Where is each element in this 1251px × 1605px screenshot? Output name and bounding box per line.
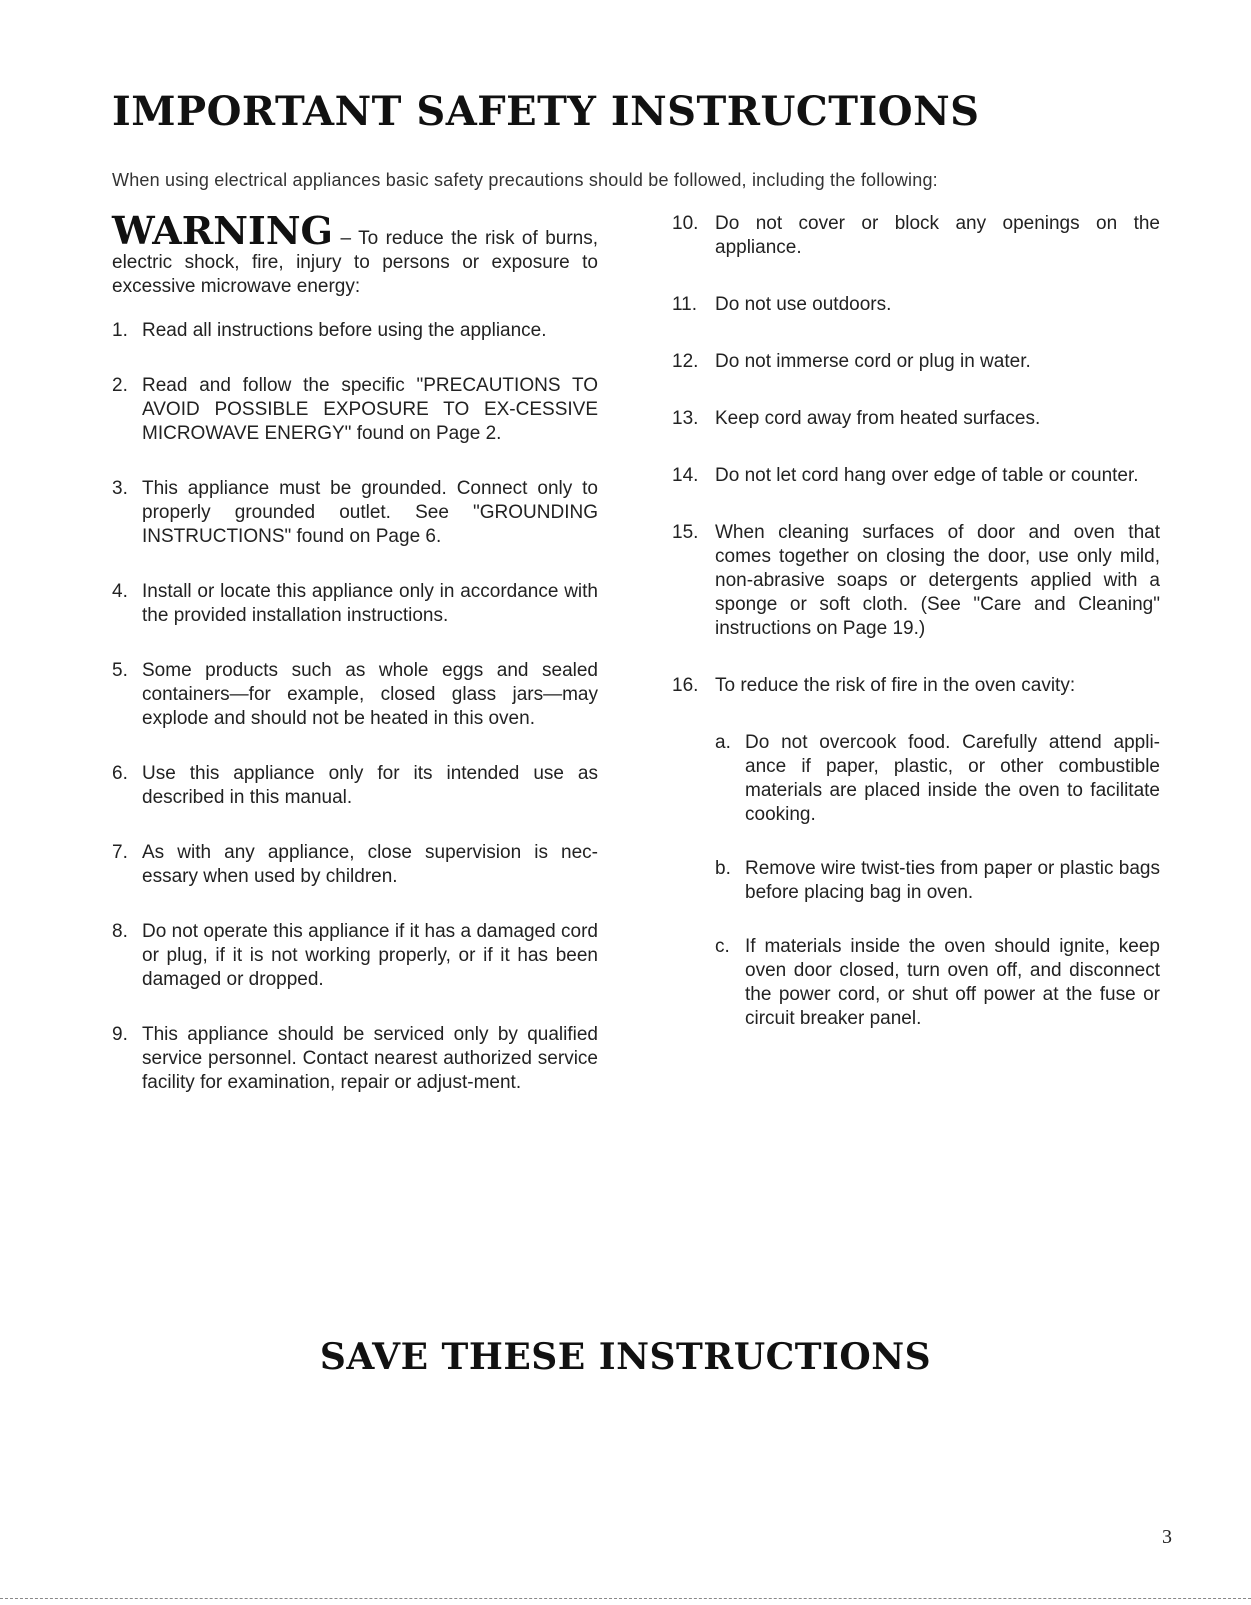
left-column [112,208,598,1095]
instruction-item-8 [112,920,598,992]
item-text: Do not cover or block any openings on the appliance. [715,213,1160,258]
warning-paragraph [112,208,598,299]
sub-item-letter: a. [715,732,731,753]
item-text: Do not operate this appliance if it has a damaged cord or plug, if it is not working properly, or if it has been damaged or dropped. [142,921,598,990]
page-title: IMPORTANT SAFETY INSTRUCTIONS [112,88,980,135]
item-text: Do not use outdoors. [715,294,892,315]
item-number: 15. [672,522,699,543]
item-text: Use this appliance only for its intended use as described in this manual. [142,763,598,808]
item-number: 12. [672,351,699,372]
item-text: This appliance should be serviced only by qualified service personnel. Contact nearest authorized service facility for examination, repair or adjust-ment. [142,1024,598,1093]
instruction-item-14 [672,464,1160,488]
item-number: 6. [112,763,128,784]
item-text: Install or locate this appliance only in accordance with the provided installation instructions. [142,581,598,626]
instruction-item-12 [672,350,1160,374]
item-number: 2. [112,375,128,396]
item-number: 3. [112,478,128,499]
item-text: Do not immerse cord or plug in water. [715,351,1031,372]
right-column [672,212,1160,1031]
sub-item-a [715,731,1160,827]
instruction-item-10 [672,212,1160,260]
instruction-item-4 [112,580,598,628]
warning-text: – To reduce the risk of burns, electric shock, fire, injury to persons or exposure to excessive microwave energy: [112,228,598,297]
item-number: 9. [112,1024,128,1045]
sub-item-text: If materials inside the oven should ignite, keep oven door closed, turn oven off, and disconnect the power cord, or shut off power at the fuse or circuit breaker panel. [745,936,1160,1029]
item-number: 16. [672,675,699,696]
sub-item-text: Do not overcook food. Carefully attend appli-ance if paper, plastic, or other combustible materials are placed inside the oven to facilitate cooking. [745,732,1160,825]
item-text: When cleaning surfaces of door and oven that comes together on closing the door, use only mild, non-abrasive soaps or detergents applied with a sponge or soft cloth. (See "Care and Cleaning" instructions on Page 19.) [715,522,1160,639]
instruction-item-5 [112,659,598,731]
instruction-item-7 [112,841,598,889]
instruction-item-3 [112,477,598,549]
instruction-item-6 [112,762,598,810]
page-bottom-edge [0,1598,1251,1599]
sub-item-c [715,935,1160,1031]
item-text: Read and follow the specific "PRECAUTIONS TO AVOID POSSIBLE EXPOSURE TO EX-CESSIVE MICROWAVE ENERGY" found on Page 2. [142,375,598,444]
intro-text: When using electrical appliances basic safety precautions should be followed, including the following: [112,170,938,190]
item-text: Do not let cord hang over edge of table or counter. [715,465,1139,486]
item-text: This appliance must be grounded. Connect only to properly grounded outlet. See "GROUNDING INSTRUCTIONS" found on Page 6. [142,478,598,547]
instruction-item-2 [112,374,598,446]
instruction-item-15 [672,521,1160,641]
item-number: 7. [112,842,128,863]
item-number: 5. [112,660,128,681]
item-text: Some products such as whole eggs and sealed containers—for example, closed glass jars—may explode and should not be heated in this oven. [142,660,598,729]
instruction-item-16 [672,674,1160,698]
item-text: As with any appliance, close supervision is nec-essary when used by children. [142,842,598,887]
item-number: 14. [672,465,699,486]
instruction-item-13 [672,407,1160,431]
sub-item-b [715,857,1160,905]
save-instructions-heading: SAVE THESE INSTRUCTIONS [319,1336,932,1378]
item-text: Read all instructions before using the appliance. [142,320,547,341]
item-number: 10. [672,213,699,234]
instruction-item-1 [112,319,598,343]
sub-item-letter: b. [715,858,731,879]
sub-item-letter: c. [715,936,730,957]
page-number: 3 [1162,1526,1172,1548]
instruction-item-11 [672,293,1160,317]
item-number: 11. [672,294,698,315]
item-number: 1. [112,320,128,341]
item-number: 8. [112,921,128,942]
item-text: Keep cord away from heated surfaces. [715,408,1041,429]
instruction-item-9 [112,1023,598,1095]
warning-label: WARNING [112,208,334,253]
item-number: 4. [112,581,128,602]
sub-item-text: Remove wire twist-ties from paper or plastic bags before placing bag in oven. [745,858,1160,903]
item-number: 13. [672,408,699,429]
item-text: To reduce the risk of fire in the oven cavity: [715,675,1076,696]
